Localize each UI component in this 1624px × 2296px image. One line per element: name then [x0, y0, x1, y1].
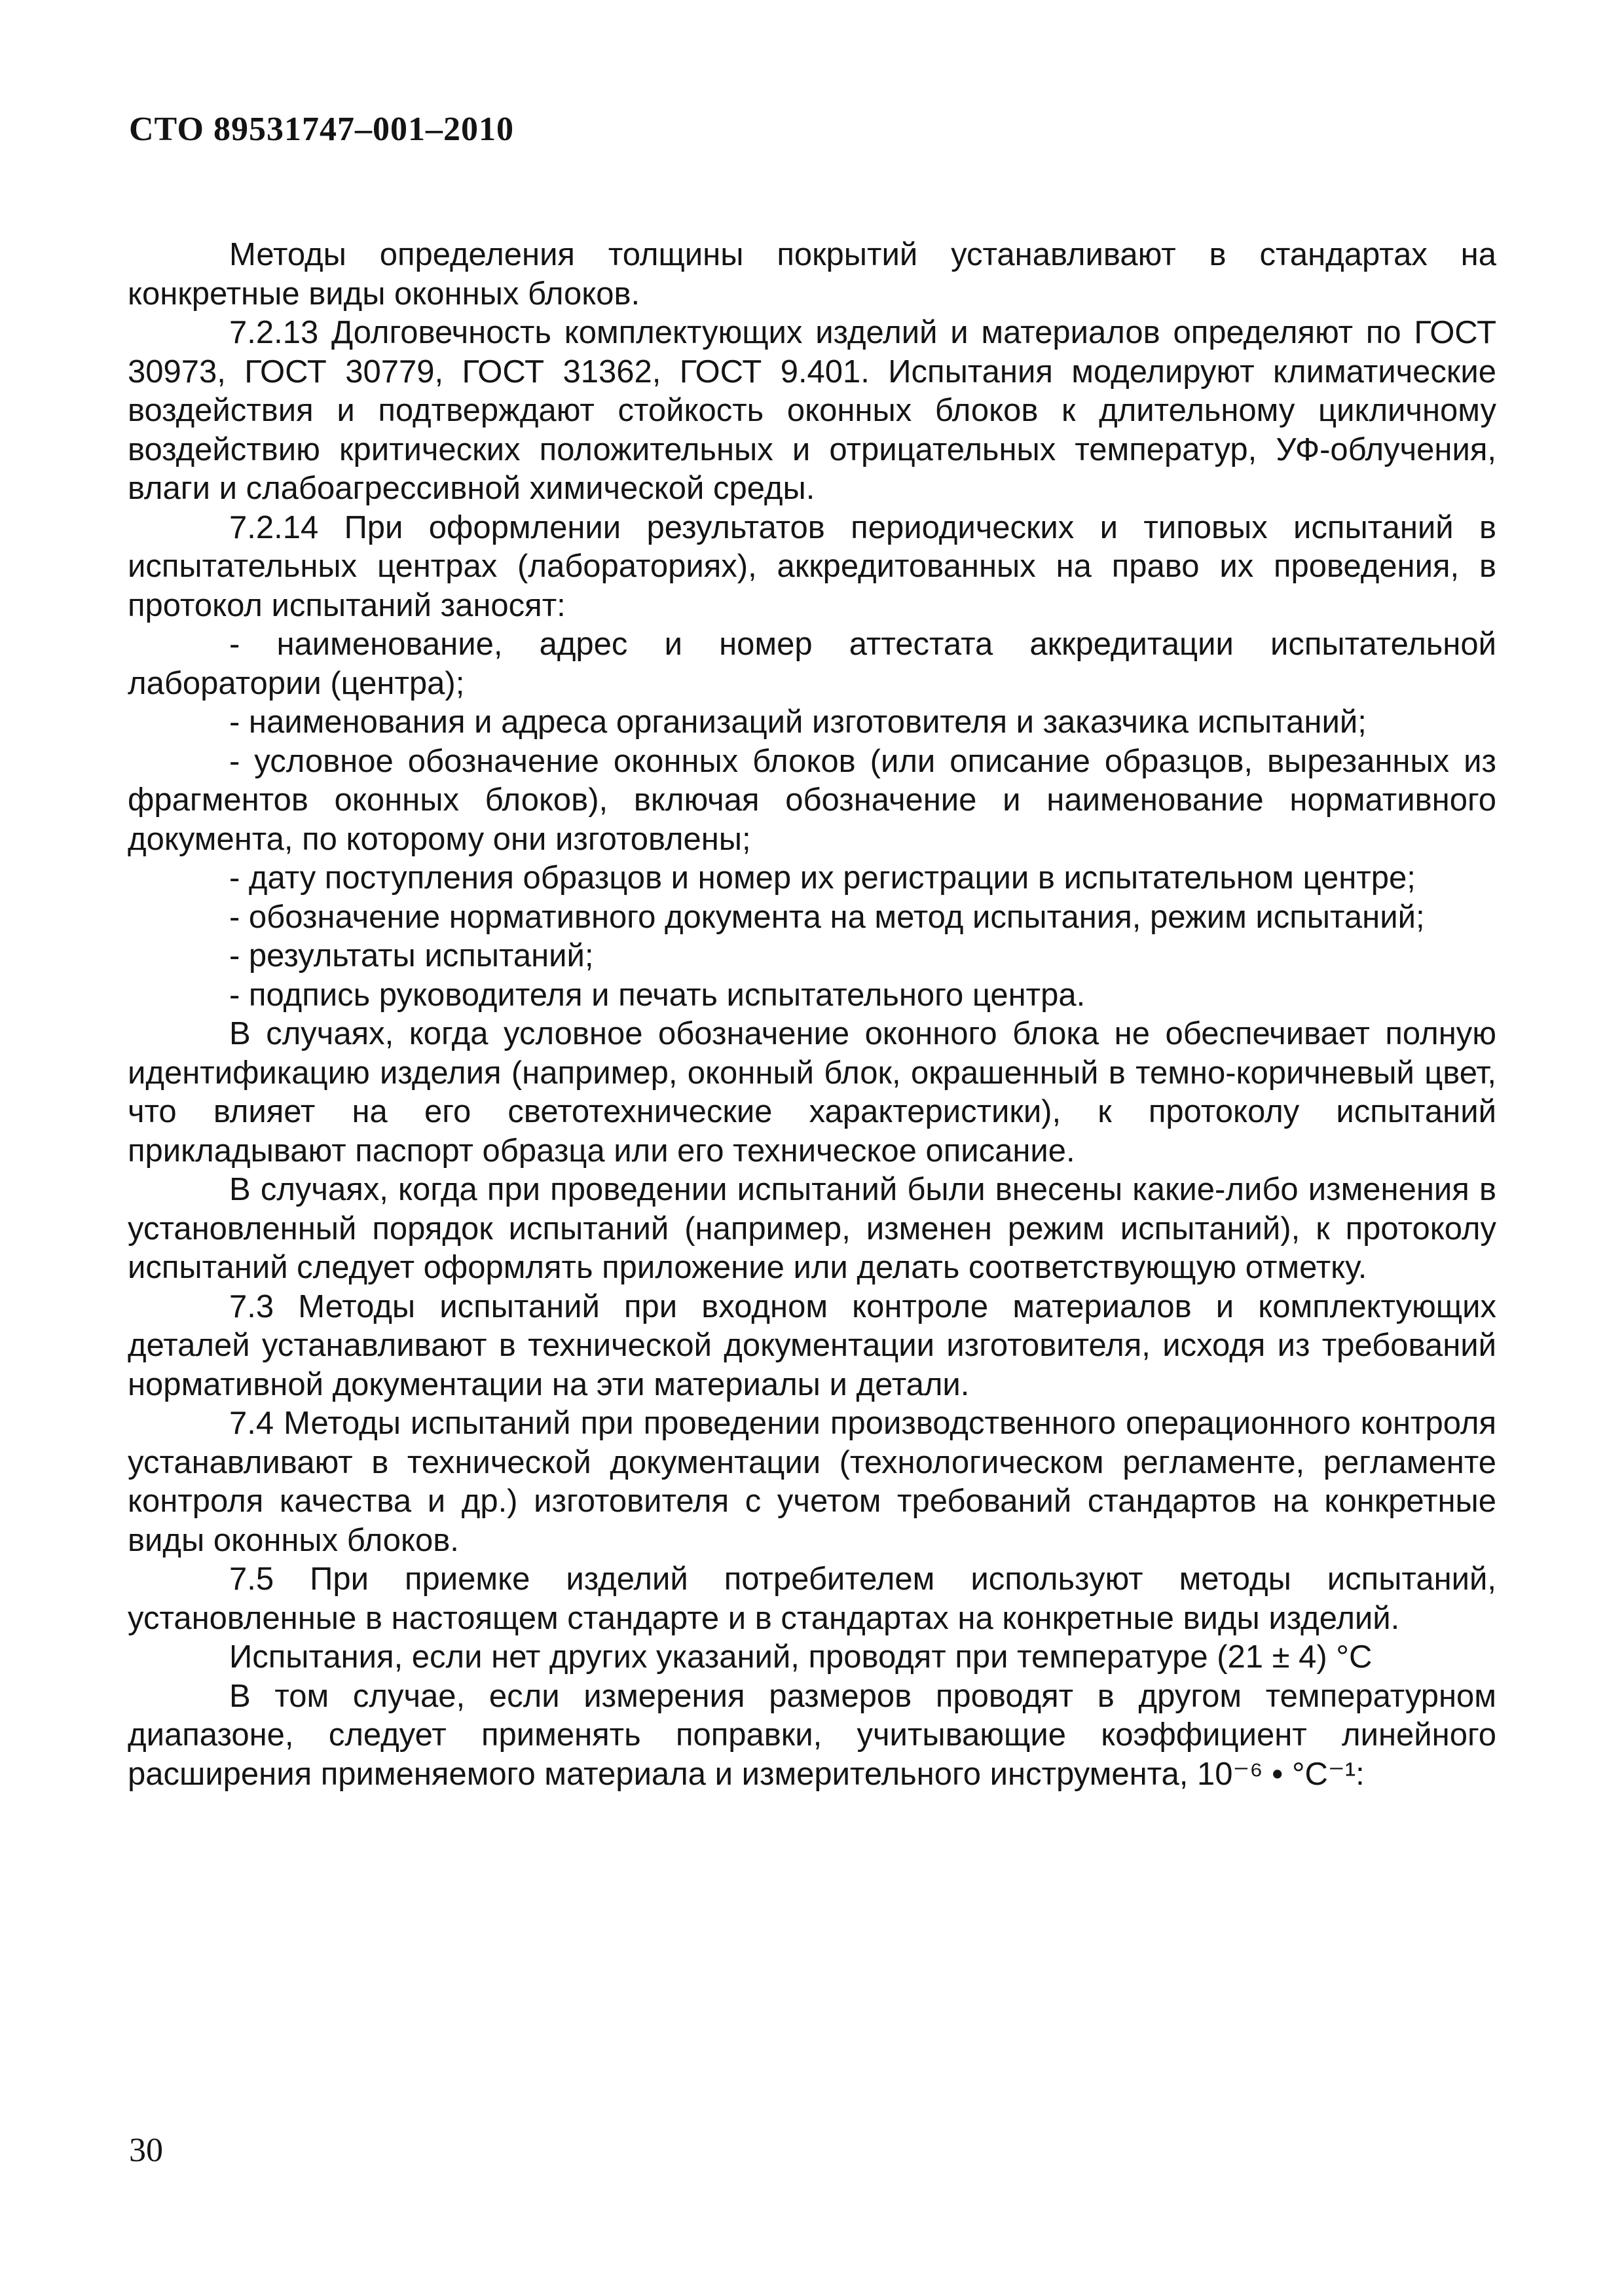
paragraph-7-2-13: 7.2.13 Долговечность комплектующих изделий и материалов определяют по ГОСТ 30973, ГОСТ 30779, ГОСТ 31362, ГОСТ 9.401. Испытания моделируют климатические воздействия и подтверждают стойкость оконных блоков к длительному цикличному воздействию критических положительных и отрицательных температур, УФ-облучения, влаги и слабоагрессивной химической среды. — [128, 315, 1496, 506]
list-item-lab-name: - наименование, адрес и номер аттестата аккредитации испытательной лаборатории (центра); — [128, 627, 1496, 701]
paragraph-identification: В случаях, когда условное обозначение оконного блока не обеспечивает полную идентификацию изделия (например, оконный блок, окрашенный в темно-коричневый цвет, что влияет на его светотехнические характеристики), к протоколу испытаний прикладывают паспорт образца или его техническое описание. — [128, 1016, 1496, 1169]
list-item-organizations: - наименования и адреса организаций изготовителя и заказчика испытаний; — [229, 704, 1367, 740]
list-item-test-method: - обозначение нормативного документа на метод испытания, режим испытаний; — [229, 899, 1425, 935]
list-item-signature: - подпись руководителя и печать испытательного центра. — [229, 977, 1086, 1013]
list-item-designation: - условное обозначение оконных блоков (или описание образцов, вырезанных из фрагментов оконных блоков), включая обозначение и наименование нормативного документа, по которому они изготовлены; — [128, 743, 1496, 857]
paragraph-test-temperature: Испытания, если нет других указаний, проводят при температуре (21 ± 4) °С — [229, 1639, 1373, 1675]
document-body — [128, 236, 1496, 1794]
document-code: СТО 89531747–001–2010 — [129, 111, 514, 148]
paragraph-7-4: 7.4 Методы испытаний при проведении производственного операционного контроля устанавливают в технической документации (технологическом регламенте, регламенте контроля качества и др.) изготовителя с учетом требований стандартов на конкретные виды оконных блоков. — [128, 1406, 1496, 1558]
list-item-receipt-date: - дату поступления образцов и номер их регистрации в испытательном центре; — [229, 860, 1416, 896]
paragraph-7-5: 7.5 При приемке изделий потребителем используют методы испытаний, установленные в настоящем стандарте и в стандартах на конкретные виды изделий. — [128, 1561, 1496, 1636]
paragraph-coating-methods: Методы определения толщины покрытий устанавливают в стандартах на конкретные виды оконных блоков. — [128, 237, 1496, 312]
paragraph-changes: В случаях, когда при проведении испытаний были внесены какие-либо изменения в установленный порядок испытаний (например, изменен режим испытаний), к протоколу испытаний следует оформлять приложение или делать соответствующую отметку. — [128, 1172, 1496, 1285]
page-number: 30 — [129, 2132, 163, 2169]
paragraph-7-3: 7.3 Методы испытаний при входном контроле материалов и комплектующих деталей устанавливают в технической документации изготовителя, исходя из требований нормативной документации на эти материалы и детали. — [128, 1288, 1496, 1402]
paragraph-corrections: В том случае, если измерения размеров проводят в другом температурном диапазоне, следует применять поправки, учитывающие коэффициент линейного расширения применяемого материала и измерительного инструмента, 10⁻⁶ • °С⁻¹: — [128, 1678, 1496, 1792]
paragraph-7-2-14: 7.2.14 При оформлении результатов периодических и типовых испытаний в испытательных центрах (лабораториях), аккредитованных на право их проведения, в протокол испытаний заносят: — [128, 509, 1496, 623]
list-item-results: - результаты испытаний; — [229, 938, 594, 974]
